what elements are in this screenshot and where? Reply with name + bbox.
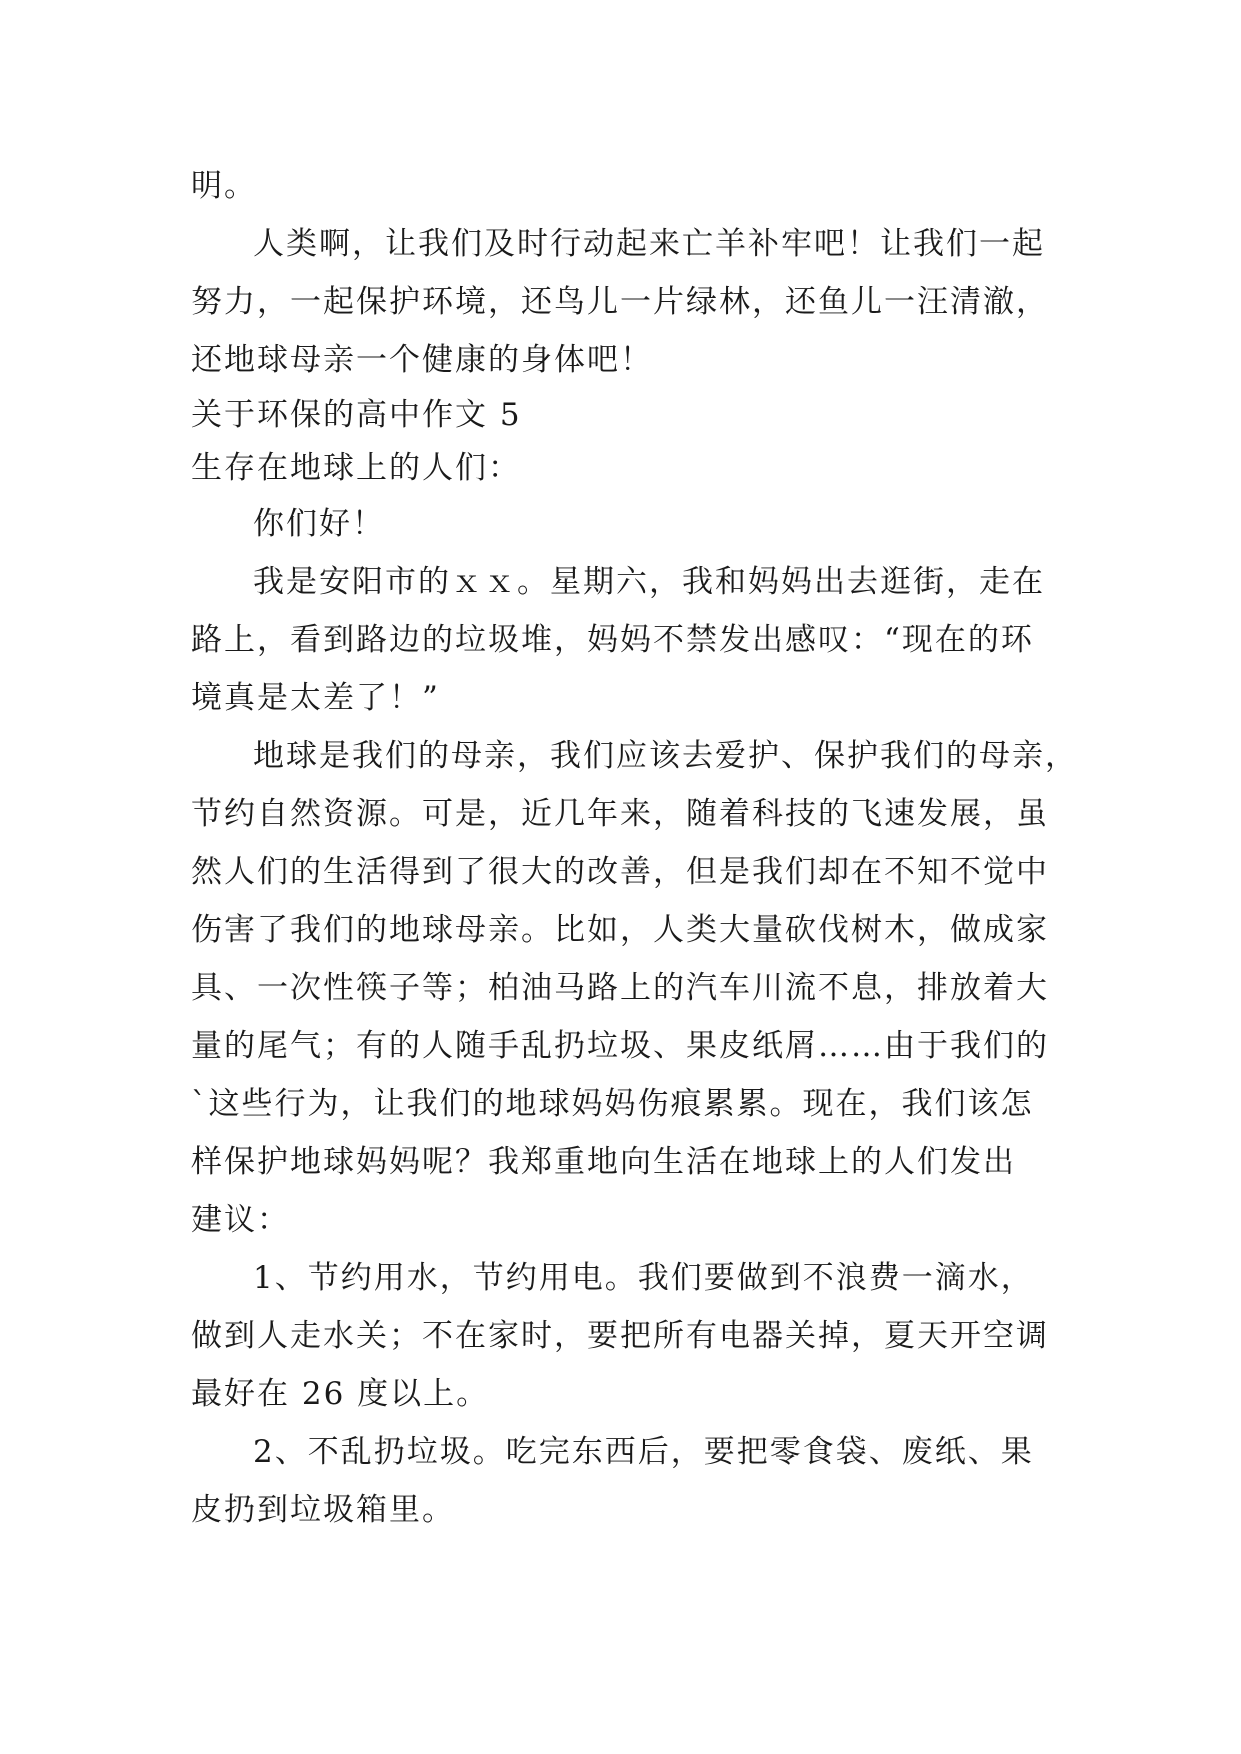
list-item: 2、不乱扔垃圾。吃完东西后，要把零食袋、废纸、果 [253, 1434, 1034, 1470]
text-line: 地球是我们的母亲，我们应该去爱护、保护我们的母亲， [253, 738, 1078, 774]
text-line: 伤害了我们的地球母亲。比如，人类大量砍伐树木，做成家 [191, 912, 1049, 948]
text-line: 建议： [191, 1202, 290, 1238]
text-line: 做到人走水关；不在家时，要把所有电器关掉，夏天开空调 [191, 1318, 1049, 1354]
text-line: 皮扔到垃圾箱里。 [191, 1492, 455, 1528]
text-line: 量的尾气；有的人随手乱扔垃圾、果皮纸屑……由于我们的 [191, 1028, 1049, 1064]
text-line: 然人们的生活得到了很大的改善，但是我们却在不知不觉中 [191, 854, 1049, 890]
text-line: 人类啊，让我们及时行动起来亡羊补牢吧！让我们一起 [253, 226, 1045, 262]
salutation: 生存在地球上的人们： [191, 450, 521, 486]
text-line: `这些行为，让我们的地球妈妈伤痕累累。现在，我们该怎 [191, 1086, 1034, 1122]
text-line: 努力，一起保护环境，还鸟儿一片绿林，还鱼儿一汪清澈， [191, 284, 1049, 320]
text-line: 具、一次性筷子等；柏油马路上的汽车川流不息，排放着大 [191, 970, 1049, 1006]
text-line: 还地球母亲一个健康的身体吧！ [191, 342, 653, 378]
text-line: 样保护地球妈妈呢？我郑重地向生活在地球上的人们发出 [191, 1144, 1016, 1180]
list-item: 1、节约用水，节约用电。我们要做到不浪费一滴水， [253, 1260, 1034, 1296]
text-line: 最好在 26 度以上。 [191, 1376, 490, 1412]
text-line: 路上，看到路边的垃圾堆，妈妈不禁发出感叹：“现在的环 [191, 622, 1034, 658]
text-line: 明。 [191, 168, 257, 204]
section-heading: 关于环保的高中作文 5 [191, 397, 522, 433]
text-line: 我是安阳市的ｘｘ。星期六，我和妈妈出去逛街，走在 [253, 564, 1045, 600]
greeting: 你们好！ [253, 506, 385, 542]
text-line: 节约自然资源。可是，近几年来，随着科技的飞速发展，虽 [191, 796, 1049, 832]
page-body-text [191, 157, 1078, 1539]
text-line: 境真是太差了！” [191, 680, 440, 716]
